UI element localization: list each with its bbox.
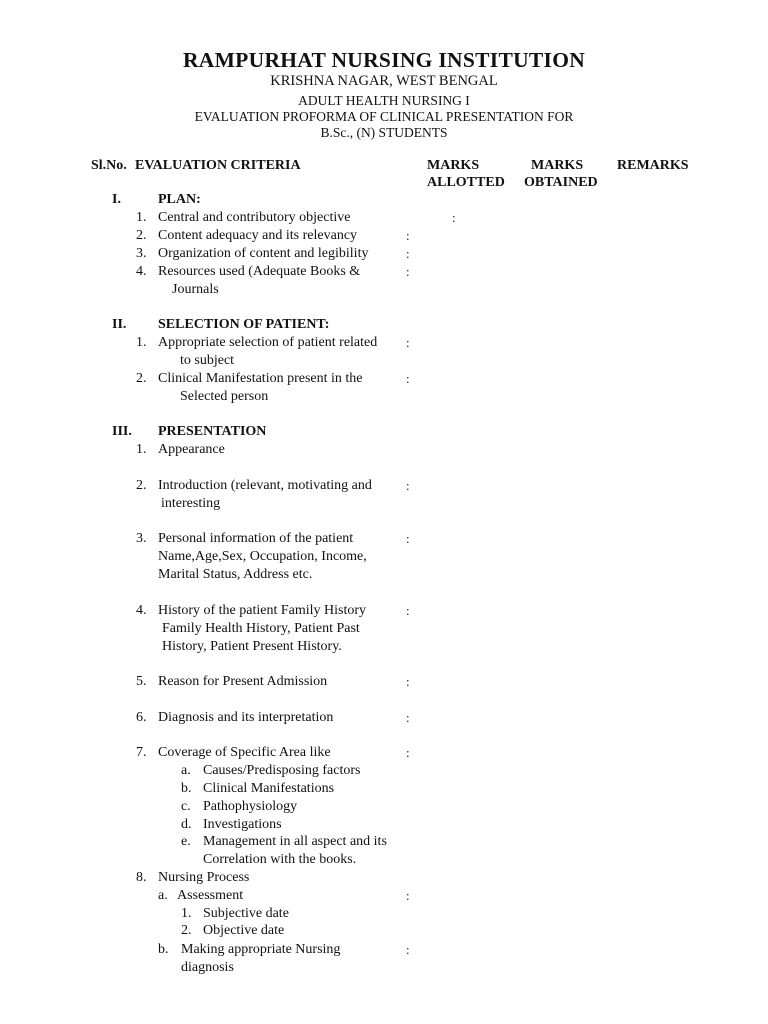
marks-colon: : [406,246,410,261]
item-text: Personal information of the patient [158,531,354,546]
subitem-text: Investigations [203,817,282,832]
institution-location: KRISHNA NAGAR, WEST BENGAL [270,73,498,89]
column-header-marks-obtained-2: OBTAINED [524,175,598,190]
proforma-title-line1: EVALUATION PROFORMA OF CLINICAL PRESENTATION FOR [194,109,574,124]
item-number: 1. [136,335,147,350]
marks-colon: : [406,264,410,279]
marks-colon: : [406,531,410,546]
subitem-letter: d. [181,817,192,832]
subitem-text: Management in all aspect and its [203,834,387,849]
item-number: 7. [136,745,147,760]
subitem-text: Causes/Predisposing factors [203,763,361,778]
proforma-title-line2: B.Sc., (N) STUDENTS [320,125,448,140]
marks-colon: : [406,603,410,618]
marks-colon: : [452,210,456,225]
subitem-letter: e. [181,834,191,849]
marks-colon: : [406,371,410,386]
marks-colon: : [406,745,410,760]
section-title-presentation: PRESENTATION [158,424,267,439]
marks-colon: : [406,710,410,725]
item-text: Content adequacy and its relevancy [158,228,358,243]
item-number: 2. [136,478,147,493]
subitem-text: Pathophysiology [203,799,298,814]
subitem-text: Assessment [177,888,244,903]
section-title-plan: PLAN: [158,192,201,207]
item-text: Diagnosis and its interpretation [158,710,334,725]
marks-colon: : [406,335,410,350]
item-number: 6. [136,710,147,725]
column-header-marks-allotted-1: MARKS [427,158,480,173]
course-title: ADULT HEALTH NURSING I [298,93,470,108]
column-header-remarks: REMARKS [617,158,689,173]
item-text: Reason for Present Admission [158,674,328,689]
column-header-criteria: EVALUATION CRITERIA [135,158,301,173]
subsubitem-number: 1. [181,906,192,921]
item-number: 3. [136,531,147,546]
subitem-text-continuation: diagnosis [181,960,234,975]
item-number: 4. [136,264,147,279]
item-text: Central and contributory objective [158,210,351,225]
subitem-letter: b. [158,942,169,957]
item-text: Organization of content and legibility [158,246,369,261]
item-number: 3. [136,246,147,261]
item-text-continuation: to subject [180,353,235,368]
marks-colon: : [406,942,410,957]
item-text: Appearance [158,442,225,457]
section-numeral: II. [112,317,127,332]
item-text-continuation: Marital Status, Address etc. [158,567,313,582]
subsubitem-number: 2. [181,923,192,938]
item-number: 1. [136,442,147,457]
subitem-letter: c. [181,799,191,814]
item-number: 5. [136,674,147,689]
item-text: Resources used (Adequate Books & [158,264,361,279]
item-text: Nursing Process [158,870,250,885]
column-header-marks-allotted-2: ALLOTTED [427,175,505,190]
item-number: 4. [136,603,147,618]
subitem-letter: b. [181,781,192,796]
subitem-text-continuation: Correlation with the books. [203,852,357,867]
item-number: 2. [136,228,147,243]
subsubitem-text: Subjective date [203,906,289,921]
section-numeral: III. [112,424,132,439]
institution-title: RAMPURHAT NURSING INSTITUTION [182,48,586,72]
item-number: 1. [136,210,147,225]
item-text: Coverage of Specific Area like [158,745,331,760]
item-text: Appropriate selection of patient related [158,335,378,350]
section-numeral: I. [112,192,121,207]
item-number: 8. [136,870,147,885]
marks-colon: : [406,228,410,243]
item-text-continuation: interesting [161,496,221,511]
item-text-continuation: History, Patient Present History. [162,639,342,654]
marks-colon: : [406,478,410,493]
item-number: 2. [136,371,147,386]
marks-colon: : [406,888,410,903]
subitem-text: Making appropriate Nursing [181,942,341,957]
item-text: Clinical Manifestation present in the [158,371,363,386]
subitem-text: Clinical Manifestations [203,781,335,796]
column-header-marks-obtained-1: MARKS [531,158,584,173]
item-text-continuation: Journals [172,282,219,297]
item-text: History of the patient Family History [158,603,367,618]
item-text-continuation: Selected person [180,389,269,404]
subitem-letter: a. [181,763,191,778]
marks-colon: : [406,674,410,689]
item-text-continuation: Name,Age,Sex, Occupation, Income, [158,549,367,564]
subsubitem-text: Objective date [203,923,285,938]
item-text: Introduction (relevant, motivating and [158,478,372,493]
item-text-continuation: Family Health History, Patient Past [162,621,360,636]
subitem-letter: a. [158,888,168,903]
column-header-slno: Sl.No. [91,158,127,173]
section-title-selection-of-patient: SELECTION OF PATIENT: [158,317,330,332]
